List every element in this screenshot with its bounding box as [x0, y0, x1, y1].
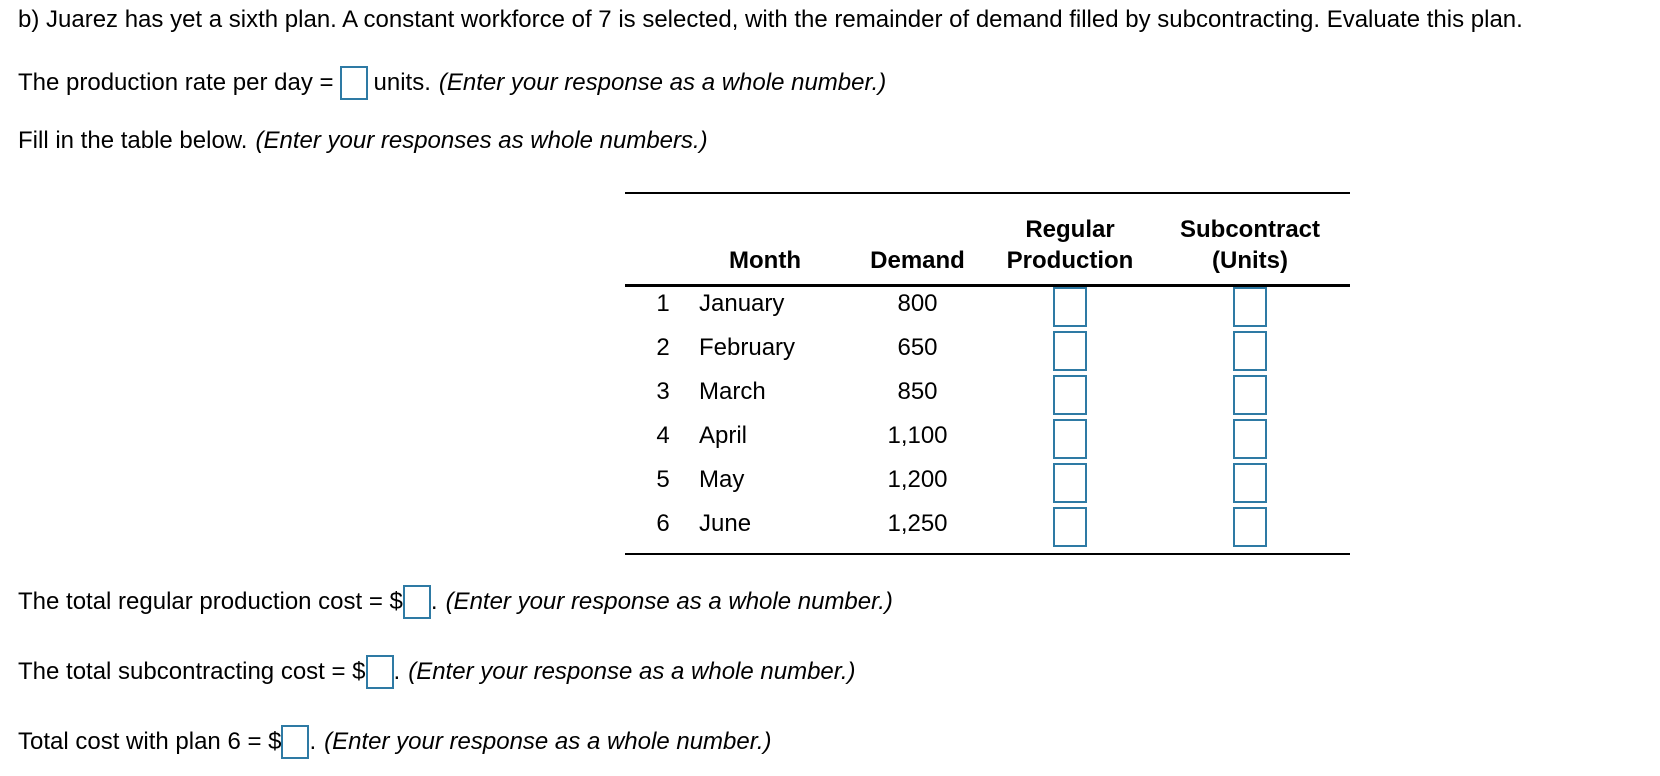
regular-production-input[interactable] [1053, 463, 1087, 503]
header-month: Month [729, 247, 801, 274]
table-instruction-text: Fill in the table below. [18, 127, 248, 154]
subcontract-input[interactable] [1233, 375, 1267, 415]
production-rate-label: The production rate per day = [18, 69, 334, 96]
regular-cost-hint: (Enter your response as a whole number.) [445, 588, 893, 615]
subcontract-input[interactable] [1233, 331, 1267, 371]
table-top-rule [625, 192, 1350, 194]
header-regular-line2: Production [1006, 247, 1134, 274]
row-number: 4 [656, 422, 670, 449]
header-regular-line1: Regular [1025, 216, 1115, 243]
row-number: 5 [656, 466, 670, 493]
row-month: April [699, 422, 748, 449]
row-month: February [699, 334, 796, 361]
header-subcontract-line1: Subcontract [1179, 216, 1320, 243]
subcontract-input[interactable] [1233, 463, 1267, 503]
table-instruction [18, 126, 708, 156]
row-demand: 800 [897, 290, 938, 317]
regular-production-input[interactable] [1053, 419, 1087, 459]
table-row [625, 414, 1350, 458]
subcontract-cost-line [18, 655, 856, 689]
row-month: January [699, 290, 785, 317]
subcontract-input[interactable] [1233, 419, 1267, 459]
subcontract-input[interactable] [1233, 507, 1267, 547]
question-intro [18, 5, 1523, 35]
total-cost-label: Total cost with plan 6 = $ [18, 728, 282, 755]
production-rate-input[interactable] [340, 66, 368, 100]
table-row [625, 502, 1350, 546]
table-row [625, 326, 1350, 370]
row-demand: 850 [897, 378, 938, 405]
row-number: 2 [656, 334, 670, 361]
row-demand: 650 [897, 334, 938, 361]
total-cost-input[interactable] [281, 725, 309, 759]
total-cost-period: . [309, 728, 317, 755]
production-rate-hint: (Enter your response as a whole number.) [438, 69, 887, 96]
row-demand: 1,100 [887, 422, 948, 449]
regular-production-input[interactable] [1053, 507, 1087, 547]
total-cost-hint: (Enter your response as a whole number.) [324, 728, 772, 755]
table-row [625, 458, 1350, 502]
row-demand: 1,200 [887, 466, 948, 493]
regular-production-input[interactable] [1053, 375, 1087, 415]
regular-cost-label: The total regular production cost = $ [18, 588, 403, 615]
subcontract-input[interactable] [1233, 287, 1267, 327]
regular-production-input[interactable] [1053, 331, 1087, 371]
row-month: May [699, 466, 745, 493]
table-instruction-hint: (Enter your responses as whole numbers.) [255, 127, 708, 154]
row-demand: 1,250 [887, 510, 948, 537]
row-number: 1 [656, 290, 670, 317]
production-rate-line [18, 66, 886, 100]
table-bottom-rule [625, 553, 1350, 555]
header-subcontract-line2: (Units) [1212, 247, 1288, 274]
row-month: June [699, 510, 752, 537]
table-row [625, 370, 1350, 414]
row-month: March [699, 378, 766, 405]
total-cost-line [18, 725, 771, 759]
regular-cost-period: . [430, 588, 438, 615]
subcontract-cost-input[interactable] [366, 655, 394, 689]
intro-text: b) Juarez has yet a sixth plan. A constant workforce of 7 is selected, with the remainder of demand filled by subcontracting. Evaluate this plan. [18, 6, 1523, 33]
production-rate-unit: units. [373, 69, 431, 96]
row-number: 6 [656, 510, 670, 537]
subcontract-cost-hint: (Enter your response as a whole number.) [408, 658, 856, 685]
subcontract-cost-period: . [393, 658, 401, 685]
regular-production-input[interactable] [1053, 287, 1087, 327]
header-demand: Demand [870, 247, 965, 274]
table-row [625, 282, 1350, 326]
regular-cost-line [18, 585, 893, 619]
regular-cost-input[interactable] [403, 585, 431, 619]
subcontract-cost-label: The total subcontracting cost = $ [18, 658, 366, 685]
row-number: 3 [656, 378, 670, 405]
